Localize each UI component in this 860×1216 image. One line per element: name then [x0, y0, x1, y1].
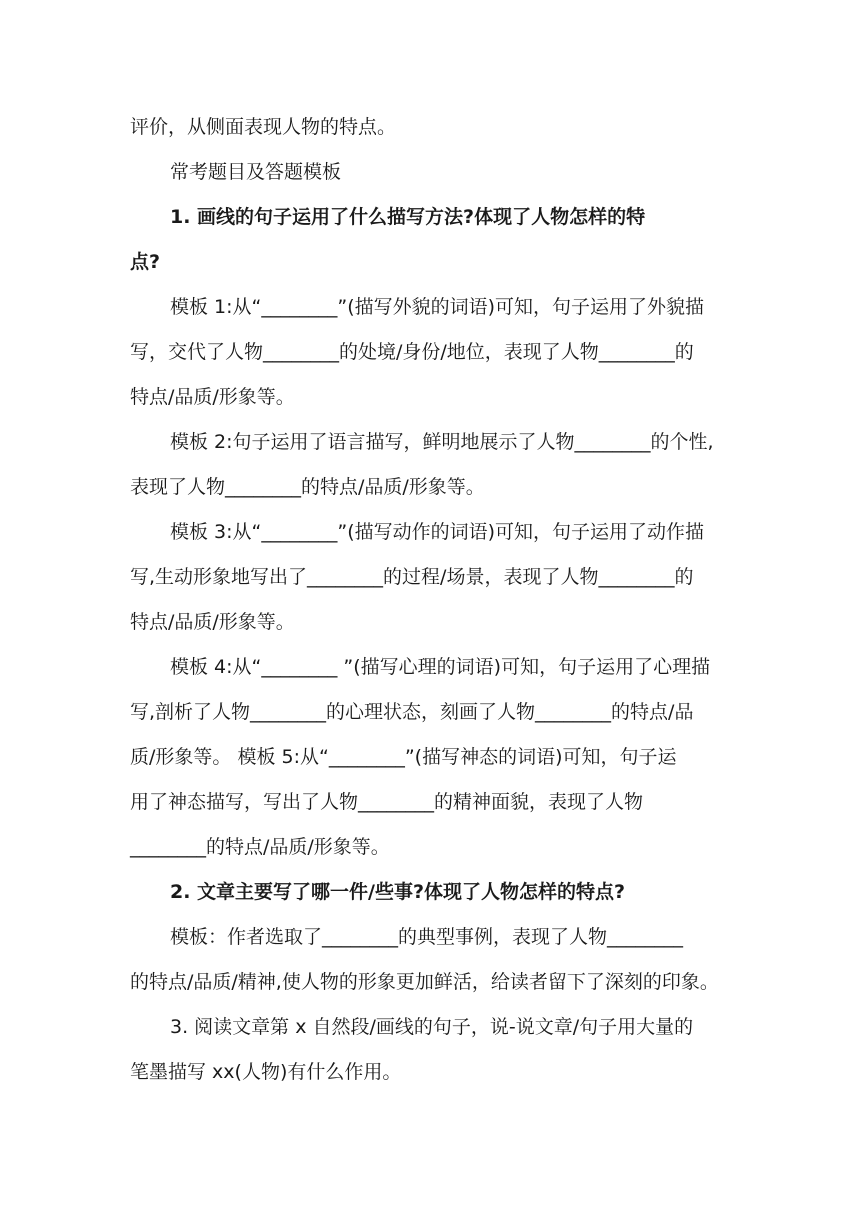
- template-4-line-2: 写,剖析了人物________的心理状态，刻画了人物________的特点/品: [130, 701, 694, 723]
- question-2-template-line-2: 的特点/品质/精神,使人物的形象更加鲜活，给读者留下了深刻的印象。: [130, 971, 719, 993]
- question-3-line-1: 3. 阅读文章第 x 自然段/画线的句子，说-说文章/句子用大量的: [170, 1016, 694, 1038]
- template-1-line-2: 写，交代了人物________的处境/身份/地位，表现了人物________的: [130, 341, 694, 363]
- template-2-line-2: 表现了人物________的特点/品质/形象等。: [130, 476, 485, 498]
- template-5-line-3: ________的特点/品质/形象等。: [130, 836, 390, 858]
- template-3-line-1: 模板 3:从“________”(描写动作的词语)可知，句子运用了动作描: [170, 521, 705, 543]
- question-3-line-2: 笔墨描写 xx(人物)有什么作用。: [130, 1061, 402, 1083]
- template-1-line-3: 特点/品质/形象等。: [130, 386, 295, 408]
- template-1-line-1: 模板 1:从“________”(描写外貌的词语)可知，句子运用了外貌描: [170, 296, 705, 318]
- question-1-heading-cont: 点?: [130, 251, 161, 273]
- question-1-heading: 1. 画线的句子运用了什么描写方法?体现了人物怎样的特: [170, 206, 646, 228]
- question-2-heading: 2. 文章主要写了哪一件/些事?体现了人物怎样的特点?: [170, 881, 626, 903]
- template-3-line-2: 写,生动形象地写出了________的过程/场景，表现了人物________的: [130, 566, 694, 588]
- text-line-1: 评价，从侧面表现人物的特点。: [130, 116, 397, 138]
- template-4-5-line: 质/形象等。 模板 5:从“________”(描写神态的词语)可知，句子运: [130, 746, 677, 768]
- template-5-line-2: 用了神态描写，写出了人物________的精神面貌，表现了人物: [130, 791, 644, 813]
- section-heading: 常考题目及答题模板: [170, 161, 342, 183]
- template-3-line-3: 特点/品质/形象等。: [130, 611, 295, 633]
- template-4-line-1: 模板 4:从“________ ”(描写心理的词语)可知，句子运用了心理描: [170, 656, 711, 678]
- question-2-template-line-1: 模板：作者选取了________的典型事例，表现了人物________: [170, 926, 684, 948]
- template-2-line-1: 模板 2:句子运用了语言描写，鲜明地展示了人物________的个性,: [170, 431, 714, 453]
